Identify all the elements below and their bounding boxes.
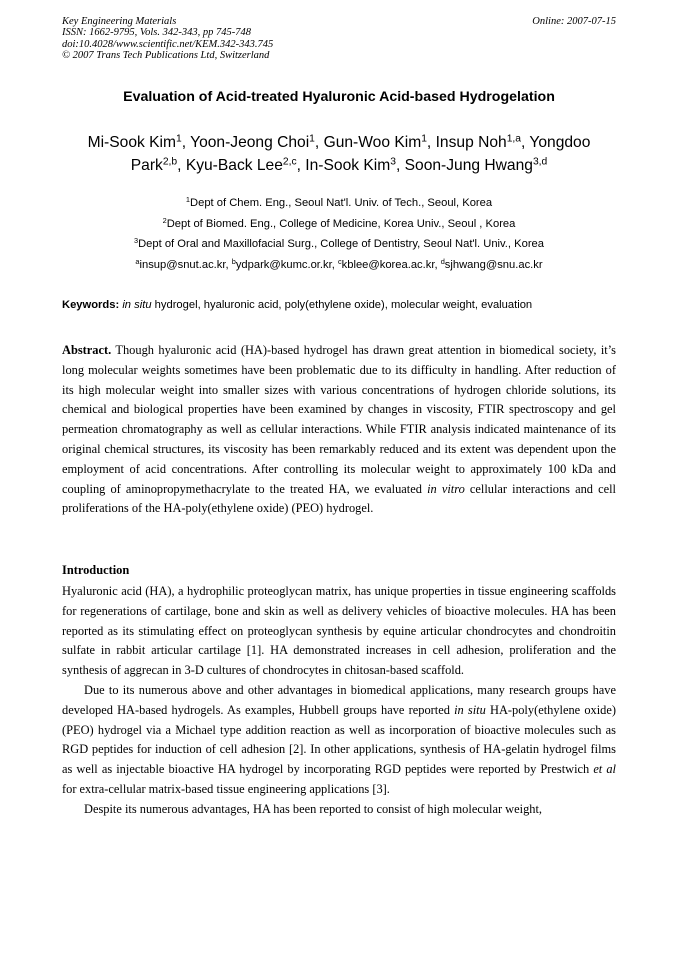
keywords-italic: in situ: [122, 299, 152, 311]
author-name: Yongdoo Park: [130, 134, 591, 174]
author-name: Mi-Sook Kim: [87, 134, 176, 151]
affiliation-1: [40, 194, 638, 209]
author-name: Insup Noh: [435, 134, 507, 151]
author-sup: 2,b: [162, 156, 178, 168]
email: sjhwang@snu.ac.kr: [444, 259, 543, 271]
section-heading-introduction: Introduction: [62, 563, 130, 577]
affiliation-sup: 3: [133, 235, 139, 245]
abstract-text: Though hyaluronic acid (HA)-based hydrogel has drawn great attention in biomedical society, it’s long molecular weights sometimes have been problematic due to its difficulty in handling. After reduction of its high molecular weight into smaller sizes with various concentrations of hydrogen chloride solutions, its chemical and biological properties have been examined by changes in viscosity, FTIR spectroscopy and gel permeation chromatography as well as cellular interactions. While FTIR analysis indicated maintenance of its original chemical structures, its viscosity has been remarkably reduced and its extent was dependent upon the employment of acid concentrations. After controlling its molecular weight to approximately 100 kDa and coupling of aminopropymethacrylate to the treated HA, we evaluated: [62, 343, 616, 496]
intro-p2-text: for extra-cellular matrix-based tissue engineering applications [3].: [62, 781, 390, 796]
author-sup: 3: [390, 156, 396, 168]
journal-header: [62, 16, 616, 61]
author-sup: 1,a: [506, 133, 521, 145]
abstract-label: Abstract.: [62, 343, 112, 357]
abstract: [62, 341, 616, 519]
affiliation-2: [40, 215, 638, 230]
issn-line: ISSN: 1662-9795, Vols. 342-343, pp 745-748: [62, 27, 251, 39]
affiliation-sup: 2: [162, 215, 167, 225]
email: insup@snut.ac.kr: [139, 259, 226, 271]
author-list: Mi-Sook Kim$^1$, Yoon-Jeong Choi$^1$, Gun-Woo Kim$^1$, Insup Noh$^{1,a}$, Yongdoo Park$^{2,b}$, Kyu-Back Lee$^{2,c}$, In-Sook Kim$^3$, Soon-Jung Hwang$^{3,d}$: [87, 133, 591, 174]
abstract-text-end: cellular interactions and cell proliferations of the HA-poly(ethylene oxide) (PEO) hydrogel.: [62, 481, 617, 516]
intro-paragraph-3: Despite its numerous advantages, HA has been reported to consist of high molecular weight,: [84, 801, 542, 816]
introduction-body: [62, 582, 616, 820]
author-name: Kyu-Back Lee: [185, 157, 283, 174]
affiliation-sup: 1: [185, 194, 191, 204]
keywords-text: hydrogel, hyaluronic acid, poly(ethylene oxide), molecular weight, evaluation: [151, 299, 533, 311]
affiliation-text: Dept of Biomed. Eng., College of Medicine, Korea Univ., Seoul , Korea: [166, 218, 516, 230]
intro-p2-text: HA-poly(ethylene oxide) (PEO) hydrogel via a Michael type addition reaction as well as incorporation of bioactive molecules such as RGD peptides for induction of cell adhesion [2]. In other applications, synthesis of HA-gelatin hydrogel films as well as injectable bioactive HA hydrogel by incorporating RGD peptides were reported by Prestwich: [62, 702, 617, 777]
email-list: $^a$insup@snut.ac.kr, $^b$ydpark@kumc.or.kr, $^c$kblee@korea.ac.kr, $^d$sjhwang@snu.ac.kr: [135, 256, 543, 271]
online-date: Online: 2007-07-15: [532, 16, 616, 27]
email-sup: a: [135, 256, 140, 266]
affiliation-3: [40, 235, 638, 250]
keywords-label: Keywords:: [62, 299, 120, 311]
affiliation-text: Dept of Chem. Eng., Seoul Nat'l. Univ. of Tech., Seoul, Korea: [190, 197, 493, 209]
doi-line: doi:10.4028/www.scientific.net/KEM.342-343.745: [62, 38, 274, 50]
email: kblee@korea.ac.kr: [341, 259, 435, 271]
author-name: Soon-Jung Hwang: [404, 157, 533, 174]
paper-title: Evaluation of Acid-treated Hyaluronic Acid-based Hydrogelation: [123, 89, 555, 105]
copyright-line: © 2007 Trans Tech Publications Ltd, Switzerland: [62, 49, 270, 61]
author-sup: 1: [421, 133, 427, 145]
intro-p2-text: Due to its numerous above and other advantages in biomedical applications, many research groups have developed HA-based hydrogels. As examples, Hubbell groups have reported: [62, 682, 616, 717]
author-name: Yoon-Jeong Choi: [190, 134, 310, 151]
intro-paragraph-2: [62, 681, 616, 800]
email-sup: b: [231, 256, 236, 266]
abstract-italic: in vitro: [427, 481, 465, 496]
author-name: Gun-Woo Kim: [323, 134, 422, 151]
author-sup: 1: [175, 133, 182, 145]
intro-paragraph-1: Hyaluronic acid (HA), a hydrophilic proteoglycan matrix, has unique properties in tissue engineering scaffolds for regenerations of cartilage, bone and skin as well as delivery vehicles of bioactive molecules. HA has been reported as its stimulating effect on proteoglycan synthesis by equine articular chondrocytes and chondroitin sulfate in rabbit articular cartilage [1]. HA demonstrated increases in cell adhesion, proliferation and the synthesis of aggrecan in 3-D cultures of chondrocytes in chitosan-based scaffold.: [62, 584, 616, 678]
keywords: [62, 299, 618, 311]
author-sup: 2,c: [282, 156, 297, 168]
intro-p2-italic: et al: [593, 762, 616, 777]
author-sup: 1: [309, 133, 315, 145]
author-name: In-Sook Kim: [305, 157, 391, 174]
email-sup: d: [440, 256, 445, 266]
author-sup: 3,d: [532, 156, 548, 168]
email-sup: c: [337, 256, 342, 266]
email: ydpark@kumc.or.kr: [235, 259, 332, 271]
journal-name: Key Engineering Materials: [62, 16, 177, 27]
intro-p2-italic: in situ: [454, 702, 486, 717]
affiliation-text: Dept of Oral and Maxillofacial Surg., College of Dentistry, Seoul Nat'l. Univ., Korea: [138, 238, 544, 250]
